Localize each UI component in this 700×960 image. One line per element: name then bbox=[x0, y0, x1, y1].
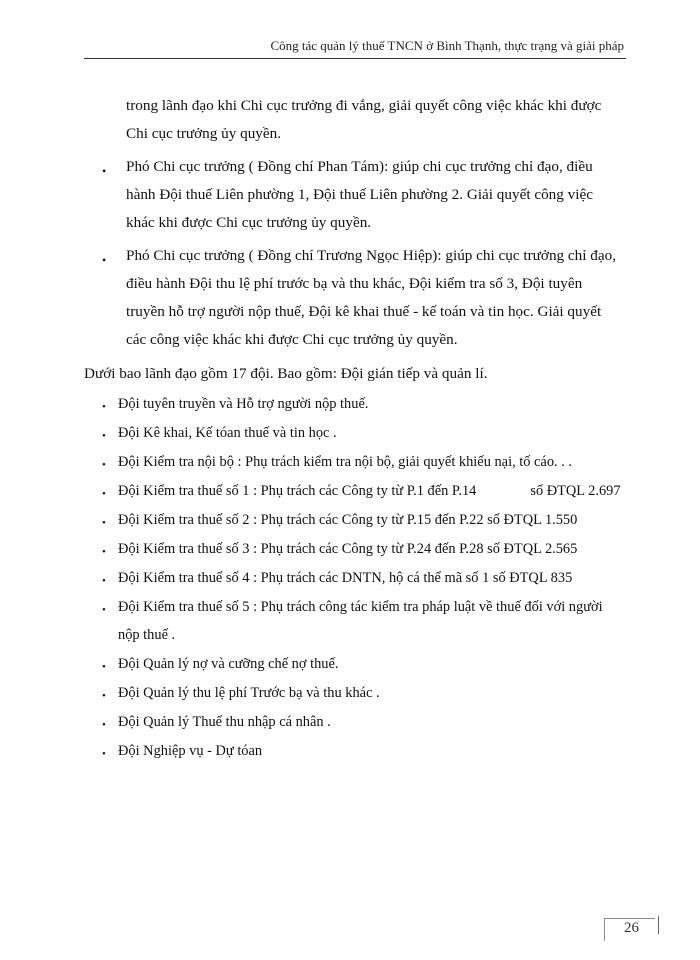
team-item: • Đội Nghiệp vụ - Dự tóan bbox=[84, 737, 624, 765]
running-header bbox=[84, 38, 626, 59]
team-item: • Đội Kiểm tra nội bộ : Phụ trách kiểm tra nội bộ, giải quyết khiếu nại, tố cáo. . . bbox=[84, 448, 624, 476]
teams-intro: Dưới bao lãnh đạo gồm 17 đội. Bao gồm: Đội gián tiếp và quản lí. bbox=[84, 365, 488, 382]
header-title: Công tác quản lý thuế TNCN ở Bình Thạnh, thực trạng và giải pháp bbox=[270, 38, 624, 53]
team-item: • Đội Quản lý Thuế thu nhập cá nhân . bbox=[84, 708, 624, 736]
leadership-continuation: trong lãnh đạo khi Chi cục trưởng đi vắng, giải quyết công việc khác khi được Chi cục trưởng ủy quyền. bbox=[126, 97, 602, 142]
team-item-suffix: số ĐTQL 2.697 bbox=[530, 483, 621, 499]
team-item: • Đội Kê khai, Kế tóan thuế và tin học . bbox=[84, 419, 624, 447]
document-body bbox=[84, 92, 624, 766]
team-item: • Đội tuyên truyền và Hỗ trợ người nộp thuế. bbox=[84, 390, 624, 418]
team-item bbox=[84, 477, 624, 505]
team-item: • Đội Kiểm tra thuế số 5 : Phụ trách công tác kiểm tra pháp luật về thuế đối với người nộp thuế . bbox=[84, 593, 624, 649]
deputy-item: • Phó Chi cục trưởng ( Đồng chí Phan Tám): giúp chi cục trưởng chỉ đạo, điều hành Đội thuế Liên phường 1, Đội thuế Liên phường 2. Giải quyết công việc khác khi được Chi cục trưởng ủy quyền. bbox=[84, 153, 624, 237]
team-item-text: Đội Kiểm tra thuế số 1 : Phụ trách các Công ty từ P.1 đến P.14 bbox=[118, 483, 477, 499]
team-item: • Đội Kiểm tra thuế số 3 : Phụ trách các Công ty từ P.24 đến P.28 số ĐTQL 2.565 bbox=[84, 535, 624, 563]
page-number-divider bbox=[658, 916, 659, 934]
team-item: • Đội Quản lý nợ và cưỡng chế nợ thuế. bbox=[84, 650, 624, 678]
team-list bbox=[84, 390, 624, 765]
team-item: • Đội Kiểm tra thuế số 2 : Phụ trách các Công ty từ P.15 đến P.22 số ĐTQL 1.550 bbox=[84, 506, 624, 534]
deputy-item: • Phó Chi cục trưởng ( Đồng chí Trương Ngọc Hiệp): giúp chi cục trưởng chỉ đạo, điều hành Đội thu lệ phí trước bạ và thu khác, Đội kiểm tra số 3, Đội tuyên truyền hỗ trợ người nộp thuế, Đội kê khai thuế - kế toán và tin học. Giải quyết các công việc khác khi được Chi cục trưởng ủy quyền. bbox=[84, 242, 624, 354]
page-number: 26 bbox=[624, 920, 639, 936]
team-item: • Đội Kiểm tra thuế số 4 : Phụ trách các DNTN, hộ cá thể mã số 1 số ĐTQL 835 bbox=[84, 564, 624, 592]
deputy-list bbox=[84, 153, 624, 354]
team-item: • Đội Quản lý thu lệ phí Trước bạ và thu khác . bbox=[84, 679, 624, 707]
